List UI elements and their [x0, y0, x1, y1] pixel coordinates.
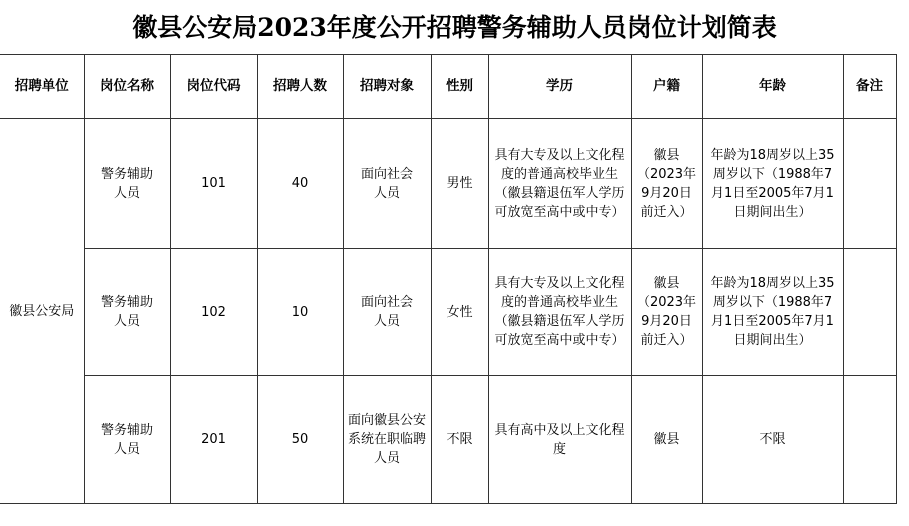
- recruitment-plan-table: [0, 54, 897, 504]
- count-cell: 50: [257, 376, 343, 504]
- table-row: [0, 249, 896, 376]
- target-cell: 面向徽县公安系统在职临聘人员: [343, 376, 431, 504]
- table-row: [0, 376, 896, 504]
- note-cell: [843, 119, 896, 249]
- table-row: [0, 119, 896, 249]
- count-cell: 40: [257, 119, 343, 249]
- header-age: 年龄: [702, 55, 843, 119]
- code-cell: 102: [170, 249, 257, 376]
- header-note: 备注: [843, 55, 896, 119]
- header-unit: 招聘单位: [0, 55, 84, 119]
- code-cell: 201: [170, 376, 257, 504]
- position-cell: 警务辅助人员: [84, 249, 170, 376]
- header-education: 学历: [488, 55, 631, 119]
- age-cell: 不限: [702, 376, 843, 504]
- household-cell: 徽县（2023年9月20日前迁入）: [631, 249, 702, 376]
- target-cell: 面向社会人员: [343, 119, 431, 249]
- header-code: 岗位代码: [170, 55, 257, 119]
- header-count: 招聘人数: [257, 55, 343, 119]
- unit-cell: 徽县公安局: [0, 119, 84, 504]
- education-cell: 具有大专及以上文化程度的普通高校毕业生（徽县籍退伍军人学历可放宽至高中或中专）: [488, 249, 631, 376]
- table-header-row: [0, 55, 896, 119]
- age-cell: 年龄为18周岁以上35周岁以下（1988年7月1日至2005年7月1日期间出生）: [702, 119, 843, 249]
- code-cell: 101: [170, 119, 257, 249]
- gender-cell: 不限: [431, 376, 488, 504]
- header-target: 招聘对象: [343, 55, 431, 119]
- document-title: 徽县公安局2023年度公开招聘警务辅助人员岗位计划简表: [132, 13, 777, 42]
- note-cell: [843, 376, 896, 504]
- gender-cell: 男性: [431, 119, 488, 249]
- position-cell: 警务辅助人员: [84, 376, 170, 504]
- target-cell: 面向社会人员: [343, 249, 431, 376]
- count-cell: 10: [257, 249, 343, 376]
- household-cell: 徽县（2023年9月20日前迁入）: [631, 119, 702, 249]
- position-cell: 警务辅助人员: [84, 119, 170, 249]
- gender-cell: 女性: [431, 249, 488, 376]
- education-cell: 具有高中及以上文化程度: [488, 376, 631, 504]
- header-household: 户籍: [631, 55, 702, 119]
- household-cell: 徽县: [631, 376, 702, 504]
- note-cell: [843, 249, 896, 376]
- header-gender: 性别: [431, 55, 488, 119]
- header-position: 岗位名称: [84, 55, 170, 119]
- age-cell: 年龄为18周岁以上35周岁以下（1988年7月1日至2005年7月1日期间出生）: [702, 249, 843, 376]
- education-cell: 具有大专及以上文化程度的普通高校毕业生（徽县籍退伍军人学历可放宽至高中或中专）: [488, 119, 631, 249]
